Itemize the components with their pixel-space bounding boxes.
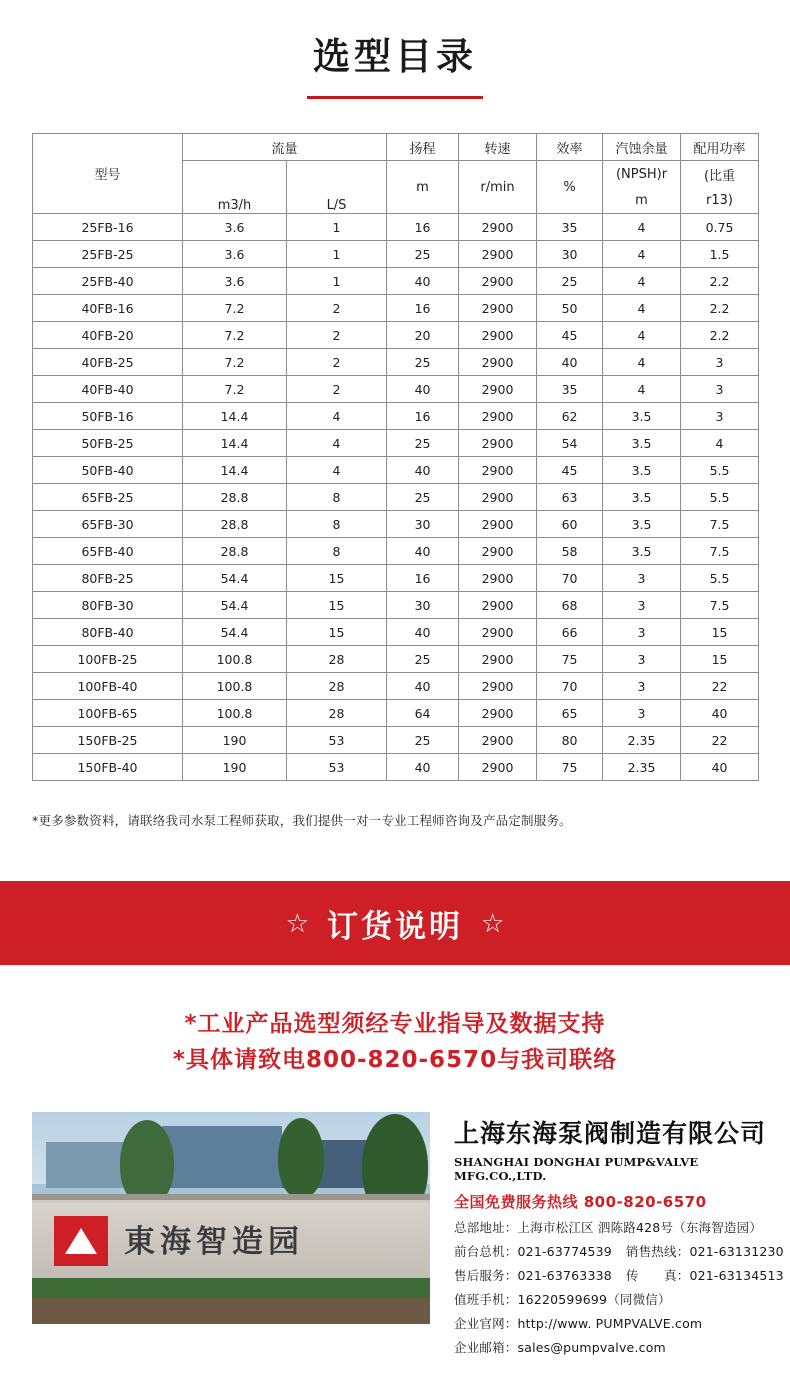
cell-speed: 2900 <box>459 592 537 619</box>
cell-efficiency: 62 <box>537 403 603 430</box>
company-line-value: sales@pumpvalve.com <box>517 1340 666 1356</box>
company-line-label: 企业官网： <box>454 1316 518 1332</box>
company-line-label: 企业邮箱： <box>454 1340 518 1356</box>
company-line-label: 值班手机： <box>454 1292 518 1308</box>
table-row <box>33 673 759 700</box>
table-row <box>33 565 759 592</box>
cell-npsh: 4 <box>603 349 681 376</box>
company-line-value-2: 021-63134513 <box>689 1268 784 1284</box>
th-speed: 转速 <box>459 134 537 161</box>
cell-head: 40 <box>387 268 459 295</box>
company-line-label: 售后服务： <box>454 1268 518 1284</box>
table-row <box>33 592 759 619</box>
cell-speed: 2900 <box>459 484 537 511</box>
cell-flow-ls: 28 <box>287 673 387 700</box>
cell-efficiency: 65 <box>537 700 603 727</box>
cell-efficiency: 45 <box>537 457 603 484</box>
cell-head: 30 <box>387 511 459 538</box>
table-row <box>33 457 759 484</box>
cell-power: 3 <box>681 376 759 403</box>
cell-flow-m3h: 3.6 <box>183 214 287 241</box>
th-head: 扬程 <box>387 134 459 161</box>
cell-power: 3 <box>681 403 759 430</box>
cell-flow-m3h: 54.4 <box>183 592 287 619</box>
th-power-unit: (比重 <box>681 161 759 188</box>
cell-head: 40 <box>387 673 459 700</box>
cell-head: 40 <box>387 754 459 781</box>
th-npsh-unit: (NPSH)r <box>603 161 681 188</box>
table-row <box>33 403 759 430</box>
cell-efficiency: 80 <box>537 727 603 754</box>
company-name-en: SHANGHAI DONGHAI PUMP&VALVE MFG.CO.,LTD. <box>454 1155 699 1184</box>
cell-efficiency: 68 <box>537 592 603 619</box>
cell-speed: 2900 <box>459 565 537 592</box>
cell-model: 100FB-65 <box>33 700 183 727</box>
star-left-icon: ☆ <box>285 908 309 938</box>
cell-model: 50FB-16 <box>33 403 183 430</box>
cell-power: 5.5 <box>681 457 759 484</box>
cell-speed: 2900 <box>459 214 537 241</box>
cell-flow-m3h: 190 <box>183 727 287 754</box>
table-row <box>33 322 759 349</box>
cell-power: 7.5 <box>681 511 759 538</box>
th-power-unit-r13: r13) <box>681 187 759 214</box>
cell-speed: 2900 <box>459 241 537 268</box>
cell-model: 50FB-40 <box>33 457 183 484</box>
company-line <box>454 1290 790 1308</box>
table-row <box>33 241 759 268</box>
cell-efficiency: 70 <box>537 565 603 592</box>
th-efficiency: 效率 <box>537 134 603 161</box>
cell-model: 65FB-25 <box>33 484 183 511</box>
th-speed-unit: r/min <box>459 161 537 214</box>
cell-flow-m3h: 28.8 <box>183 511 287 538</box>
cell-flow-ls: 2 <box>287 322 387 349</box>
company-name-cn: 上海东海泵阀制造有限公司 <box>454 1119 767 1149</box>
company-logo-icon <box>54 1216 108 1266</box>
cell-flow-m3h: 7.2 <box>183 295 287 322</box>
table-row <box>33 376 759 403</box>
cell-head: 25 <box>387 349 459 376</box>
cell-efficiency: 35 <box>537 214 603 241</box>
cell-power: 22 <box>681 673 759 700</box>
cell-power: 5.5 <box>681 565 759 592</box>
cell-flow-ls: 2 <box>287 295 387 322</box>
cell-flow-m3h: 100.8 <box>183 673 287 700</box>
cell-head: 25 <box>387 430 459 457</box>
table-row <box>33 349 759 376</box>
company-line <box>454 1314 790 1332</box>
company-info <box>430 1112 790 1356</box>
cell-flow-ls: 53 <box>287 754 387 781</box>
cell-speed: 2900 <box>459 727 537 754</box>
cell-head: 25 <box>387 727 459 754</box>
table-row <box>33 646 759 673</box>
cell-model: 25FB-40 <box>33 268 183 295</box>
cell-flow-m3h: 54.4 <box>183 619 287 646</box>
cell-power: 1.5 <box>681 241 759 268</box>
cell-flow-ls: 1 <box>287 268 387 295</box>
cell-model: 80FB-25 <box>33 565 183 592</box>
cell-flow-ls: 1 <box>287 214 387 241</box>
cell-flow-ls: 28 <box>287 700 387 727</box>
cell-model: 50FB-25 <box>33 430 183 457</box>
cell-efficiency: 25 <box>537 268 603 295</box>
factory-photo <box>32 1112 430 1324</box>
spec-table-head <box>33 134 759 214</box>
company-line-label-2: 传 真： <box>625 1268 690 1284</box>
company-hotline: 全国免费服务热线 800-820-6570 <box>454 1193 707 1212</box>
cell-model: 150FB-25 <box>33 727 183 754</box>
cell-flow-m3h: 7.2 <box>183 376 287 403</box>
title-underline <box>307 96 483 99</box>
cell-flow-ls: 4 <box>287 403 387 430</box>
cell-power: 15 <box>681 646 759 673</box>
company-line-label-2: 销售热线： <box>625 1244 690 1260</box>
cell-npsh: 3 <box>603 700 681 727</box>
cell-npsh: 3 <box>603 673 681 700</box>
company-line <box>454 1338 790 1356</box>
cell-power: 2.2 <box>681 322 759 349</box>
cell-head: 16 <box>387 214 459 241</box>
company-line-value: http://www. PUMPVALVE.com <box>517 1316 703 1332</box>
th-model: 型号 <box>33 134 183 214</box>
cell-flow-ls: 8 <box>287 538 387 565</box>
cell-model: 100FB-25 <box>33 646 183 673</box>
table-row <box>33 295 759 322</box>
page-title-block <box>0 0 790 99</box>
company-line-value: 021-63774539 <box>517 1244 612 1260</box>
red-notes <box>0 1007 790 1078</box>
photo-wall-text: 東海智造园 <box>124 1224 304 1261</box>
th-power: 配用功率 <box>681 134 759 161</box>
cell-speed: 2900 <box>459 619 537 646</box>
cell-npsh: 3 <box>603 619 681 646</box>
cell-speed: 2900 <box>459 646 537 673</box>
cell-power: 7.5 <box>681 538 759 565</box>
company-line-value: 16220599699（同微信） <box>517 1292 671 1308</box>
cell-power: 22 <box>681 727 759 754</box>
cell-power: 7.5 <box>681 592 759 619</box>
cell-power: 40 <box>681 754 759 781</box>
cell-efficiency: 30 <box>537 241 603 268</box>
cell-speed: 2900 <box>459 700 537 727</box>
company-line-value-2: 021-63131230 <box>689 1244 784 1260</box>
cell-flow-m3h: 3.6 <box>183 268 287 295</box>
cell-speed: 2900 <box>459 457 537 484</box>
cell-efficiency: 60 <box>537 511 603 538</box>
cell-head: 40 <box>387 457 459 484</box>
cell-model: 40FB-25 <box>33 349 183 376</box>
star-right-icon: ☆ <box>481 908 505 938</box>
table-row <box>33 619 759 646</box>
page-title: 选型目录 <box>313 35 477 78</box>
th-npsh: 汽蚀余量 <box>603 134 681 161</box>
logo-triangle-icon <box>65 1228 97 1254</box>
cell-head: 40 <box>387 619 459 646</box>
cell-efficiency: 45 <box>537 322 603 349</box>
company-line <box>454 1218 790 1236</box>
table-note: *更多参数资料，请联络我司水泵工程师获取，我们提供一对一专业工程师咨询及产品定制服务。 <box>32 813 572 828</box>
footer <box>0 1112 790 1356</box>
cell-npsh: 4 <box>603 322 681 349</box>
cell-model: 65FB-30 <box>33 511 183 538</box>
cell-head: 16 <box>387 565 459 592</box>
cell-speed: 2900 <box>459 538 537 565</box>
cell-flow-ls: 2 <box>287 349 387 376</box>
cell-npsh: 3 <box>603 592 681 619</box>
cell-flow-m3h: 54.4 <box>183 565 287 592</box>
cell-npsh: 4 <box>603 376 681 403</box>
spec-table-body <box>33 214 759 781</box>
table-row <box>33 727 759 754</box>
cell-efficiency: 70 <box>537 673 603 700</box>
cell-flow-m3h: 3.6 <box>183 241 287 268</box>
cell-speed: 2900 <box>459 754 537 781</box>
cell-npsh: 4 <box>603 214 681 241</box>
th-flow-unit-ls: L/S <box>287 161 387 214</box>
cell-speed: 2900 <box>459 295 537 322</box>
spec-table-wrap <box>32 133 758 781</box>
table-row <box>33 538 759 565</box>
cell-flow-m3h: 7.2 <box>183 349 287 376</box>
table-row <box>33 700 759 727</box>
cell-model: 65FB-40 <box>33 538 183 565</box>
cell-flow-m3h: 28.8 <box>183 538 287 565</box>
cell-model: 25FB-16 <box>33 214 183 241</box>
company-line <box>454 1266 790 1284</box>
cell-head: 64 <box>387 700 459 727</box>
cell-speed: 2900 <box>459 322 537 349</box>
cell-model: 150FB-40 <box>33 754 183 781</box>
th-head-unit: m <box>387 161 459 214</box>
cell-flow-m3h: 7.2 <box>183 322 287 349</box>
cell-speed: 2900 <box>459 673 537 700</box>
cell-flow-ls: 15 <box>287 619 387 646</box>
cell-power: 4 <box>681 430 759 457</box>
cell-flow-m3h: 100.8 <box>183 700 287 727</box>
red-note-2: *具体请致电800-820-6570与我司联络 <box>172 1046 618 1073</box>
cell-head: 30 <box>387 592 459 619</box>
cell-speed: 2900 <box>459 430 537 457</box>
cell-npsh: 3 <box>603 565 681 592</box>
spec-table <box>32 133 759 781</box>
cell-efficiency: 35 <box>537 376 603 403</box>
cell-power: 15 <box>681 619 759 646</box>
company-line-value: 021-63763338 <box>517 1268 612 1284</box>
cell-head: 40 <box>387 538 459 565</box>
cell-npsh: 3.5 <box>603 511 681 538</box>
photo-building-center <box>162 1126 282 1188</box>
cell-head: 20 <box>387 322 459 349</box>
cell-npsh: 3.5 <box>603 484 681 511</box>
cell-efficiency: 40 <box>537 349 603 376</box>
cell-model: 40FB-40 <box>33 376 183 403</box>
th-flow-unit-m3h: m3/h <box>183 161 287 214</box>
cell-speed: 2900 <box>459 376 537 403</box>
cell-speed: 2900 <box>459 403 537 430</box>
table-row <box>33 511 759 538</box>
cell-npsh: 4 <box>603 268 681 295</box>
cell-npsh: 3.5 <box>603 457 681 484</box>
cell-flow-ls: 15 <box>287 565 387 592</box>
cell-speed: 2900 <box>459 511 537 538</box>
cell-flow-m3h: 190 <box>183 754 287 781</box>
table-row <box>33 754 759 781</box>
company-line <box>454 1242 790 1260</box>
cell-power: 40 <box>681 700 759 727</box>
table-row <box>33 484 759 511</box>
cell-model: 40FB-16 <box>33 295 183 322</box>
cell-flow-m3h: 14.4 <box>183 430 287 457</box>
cell-model: 25FB-25 <box>33 241 183 268</box>
cell-power: 3 <box>681 349 759 376</box>
table-row <box>33 430 759 457</box>
cell-model: 80FB-40 <box>33 619 183 646</box>
company-line-value: 上海市松江区 泗陈路428号（东海智造园） <box>517 1220 763 1236</box>
cell-npsh: 3 <box>603 646 681 673</box>
banner-title: 订货说明 <box>327 908 463 945</box>
th-efficiency-unit: % <box>537 161 603 214</box>
cell-efficiency: 63 <box>537 484 603 511</box>
cell-power: 2.2 <box>681 295 759 322</box>
cell-flow-ls: 4 <box>287 457 387 484</box>
cell-efficiency: 75 <box>537 754 603 781</box>
th-flow: 流量 <box>183 134 387 161</box>
cell-flow-ls: 8 <box>287 511 387 538</box>
cell-model: 40FB-20 <box>33 322 183 349</box>
cell-head: 25 <box>387 484 459 511</box>
cell-npsh: 3.5 <box>603 538 681 565</box>
cell-model: 80FB-30 <box>33 592 183 619</box>
photo-hedge <box>32 1278 430 1300</box>
cell-npsh: 3.5 <box>603 430 681 457</box>
cell-efficiency: 50 <box>537 295 603 322</box>
cell-power: 5.5 <box>681 484 759 511</box>
red-note-1: *工业产品选型须经专业指导及数据支持 <box>184 1011 606 1037</box>
cell-npsh: 4 <box>603 241 681 268</box>
cell-npsh: 4 <box>603 295 681 322</box>
company-line-label: 总部地址： <box>454 1220 518 1236</box>
cell-head: 25 <box>387 646 459 673</box>
cell-head: 16 <box>387 295 459 322</box>
cell-flow-m3h: 100.8 <box>183 646 287 673</box>
cell-flow-ls: 53 <box>287 727 387 754</box>
cell-flow-ls: 28 <box>287 646 387 673</box>
cell-head: 40 <box>387 376 459 403</box>
order-instructions-banner <box>0 881 790 965</box>
cell-head: 16 <box>387 403 459 430</box>
table-row <box>33 268 759 295</box>
cell-efficiency: 54 <box>537 430 603 457</box>
cell-flow-m3h: 14.4 <box>183 457 287 484</box>
cell-flow-ls: 1 <box>287 241 387 268</box>
cell-speed: 2900 <box>459 268 537 295</box>
cell-speed: 2900 <box>459 349 537 376</box>
header-row-1 <box>33 134 759 161</box>
photo-tree-center <box>278 1118 324 1198</box>
cell-efficiency: 75 <box>537 646 603 673</box>
cell-power: 0.75 <box>681 214 759 241</box>
cell-efficiency: 58 <box>537 538 603 565</box>
cell-model: 100FB-40 <box>33 673 183 700</box>
cell-flow-m3h: 28.8 <box>183 484 287 511</box>
photo-ground <box>32 1298 430 1324</box>
table-row <box>33 214 759 241</box>
cell-power: 2.2 <box>681 268 759 295</box>
photo-building-left <box>46 1142 126 1188</box>
cell-flow-m3h: 14.4 <box>183 403 287 430</box>
cell-flow-ls: 2 <box>287 376 387 403</box>
cell-npsh: 3.5 <box>603 403 681 430</box>
company-contact-lines <box>454 1218 790 1356</box>
th-npsh-unit-m: m <box>603 187 681 214</box>
company-line-label: 前台总机： <box>454 1244 518 1260</box>
cell-flow-ls: 15 <box>287 592 387 619</box>
cell-flow-ls: 8 <box>287 484 387 511</box>
cell-efficiency: 66 <box>537 619 603 646</box>
cell-flow-ls: 4 <box>287 430 387 457</box>
cell-npsh: 2.35 <box>603 727 681 754</box>
cell-npsh: 2.35 <box>603 754 681 781</box>
cell-head: 25 <box>387 241 459 268</box>
